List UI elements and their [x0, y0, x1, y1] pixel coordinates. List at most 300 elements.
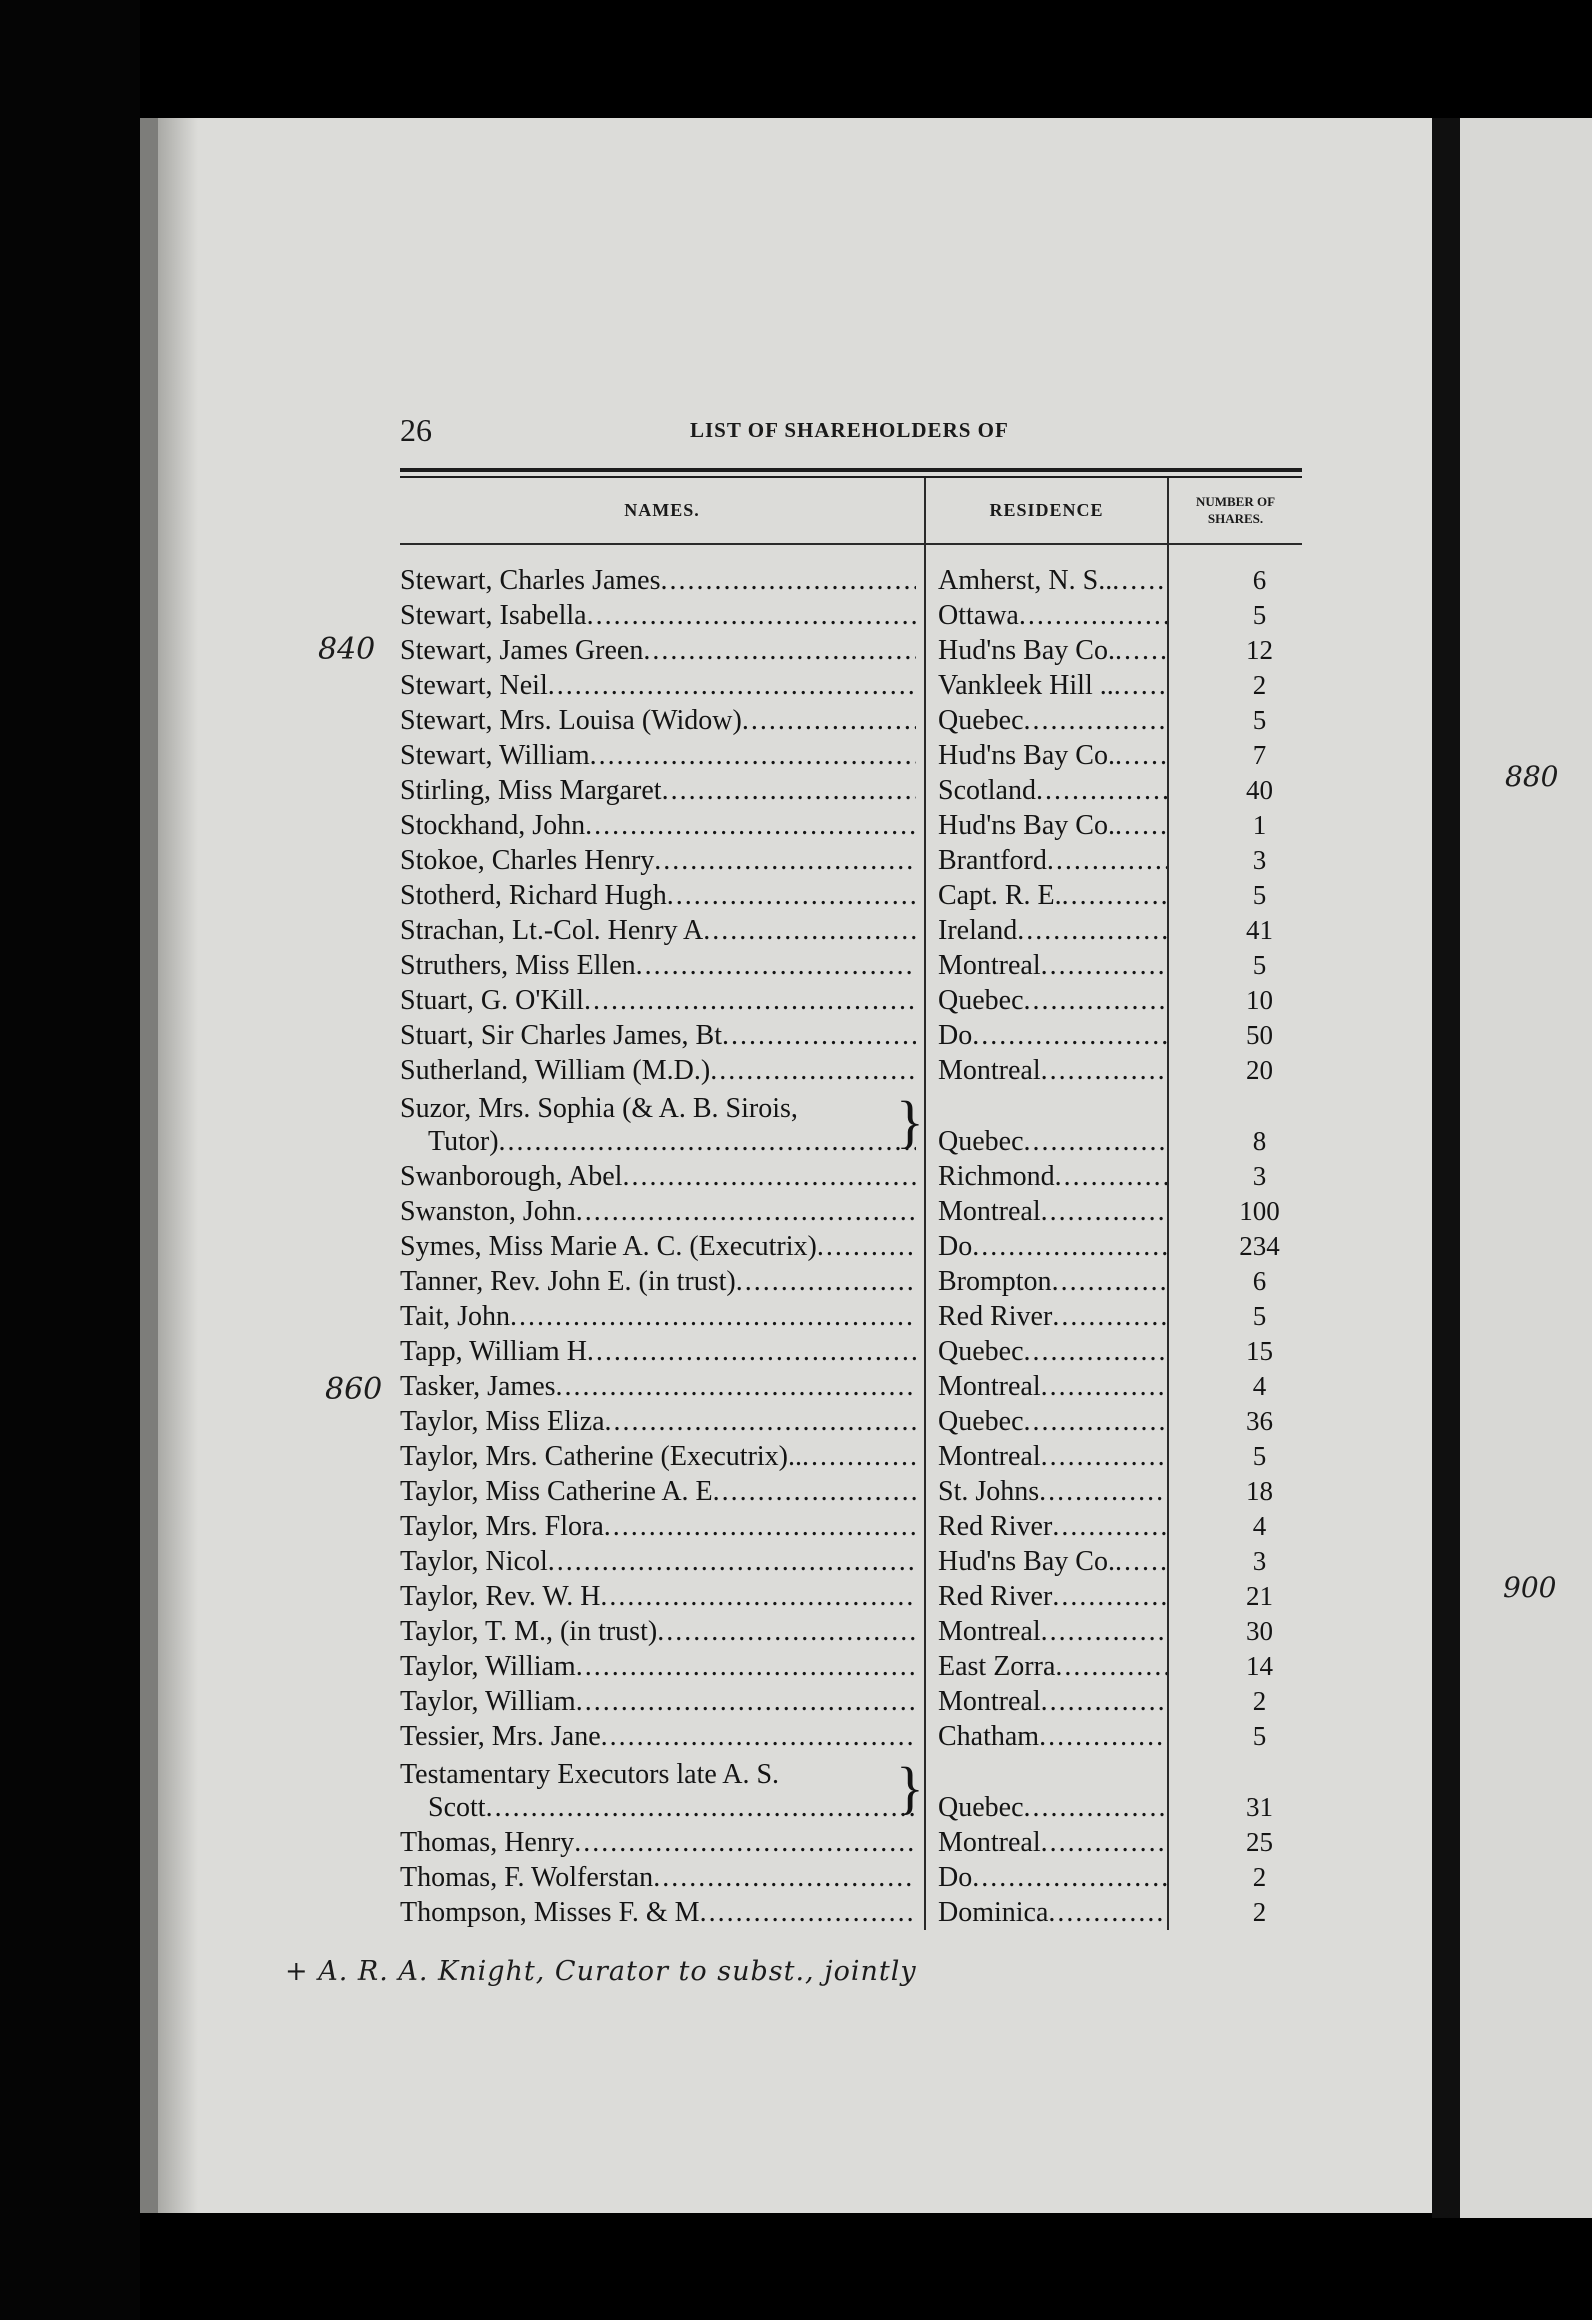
leader-dots	[710, 1054, 916, 1087]
shareholder-name: Symes, Miss Marie A. C. (Executrix)	[400, 1231, 817, 1262]
leader-dots	[548, 1545, 916, 1578]
residence-cell	[924, 1230, 1167, 1263]
table-row	[400, 877, 1302, 912]
shares-cell: 6	[1252, 565, 1267, 595]
table-row	[400, 1578, 1302, 1613]
shares-cell: 50	[1246, 1020, 1273, 1050]
shareholder-name-cell	[400, 1545, 924, 1578]
residence-cell	[924, 1195, 1167, 1228]
leader-dots	[972, 1230, 1167, 1263]
residence-cell	[924, 984, 1167, 1017]
leader-dots	[590, 739, 916, 772]
shareholder-name: Taylor, William	[400, 1651, 576, 1682]
residence-cell	[924, 1861, 1167, 1894]
shares-cell: 5	[1252, 1301, 1267, 1331]
leader-dots	[1047, 844, 1167, 877]
leader-dots	[1115, 739, 1167, 772]
shareholder-name-cell	[400, 1195, 924, 1228]
shares-cell: 5	[1252, 1441, 1267, 1471]
residence-cell	[924, 599, 1167, 632]
shares-cell: 25	[1246, 1827, 1273, 1857]
leader-dots	[1024, 984, 1167, 1017]
shareholder-name: Taylor, Mrs. Catherine (Executrix)..	[400, 1441, 803, 1472]
shareholder-name-cell	[400, 984, 924, 1017]
shareholder-name: Taylor, T. M., (in trust)	[400, 1616, 658, 1647]
leader-dots	[662, 774, 916, 807]
residence-cell	[924, 739, 1167, 772]
table-row	[400, 1508, 1302, 1543]
leader-dots	[605, 1405, 916, 1438]
margin-note-860: 860	[325, 1372, 383, 1407]
shares-cell: 1	[1252, 810, 1267, 840]
residence-cell	[924, 1300, 1167, 1333]
shareholder-name: Tasker, James	[400, 1371, 556, 1402]
shares-cell: 15	[1246, 1336, 1273, 1366]
shares-cell: 31	[1246, 1792, 1273, 1822]
leader-dots	[1115, 1545, 1167, 1578]
leader-dots	[1062, 879, 1167, 912]
shareholder-name: Strachan, Lt.-Col. Henry A	[400, 915, 704, 946]
column-header-shares	[1169, 478, 1302, 542]
shareholder-name-cell	[400, 739, 924, 772]
running-title: LIST OF SHAREHOLDERS OF	[690, 418, 1009, 442]
leader-dots	[1055, 1160, 1167, 1193]
shareholder-name-cell	[400, 599, 924, 632]
leader-dots	[587, 599, 916, 632]
leader-dots	[548, 669, 916, 702]
shareholder-name-cell	[400, 1826, 924, 1859]
leader-dots	[700, 1896, 916, 1929]
table-row	[400, 1052, 1302, 1087]
leader-dots	[556, 1370, 916, 1403]
residence-cell	[924, 1054, 1167, 1087]
table-row	[400, 1403, 1302, 1438]
residence-value: Ireland	[938, 915, 1018, 946]
leader-dots	[499, 1125, 916, 1158]
residence-cell	[924, 1370, 1167, 1403]
table-row	[400, 1263, 1302, 1298]
shareholder-name-cell	[400, 879, 924, 912]
leader-dots	[742, 704, 916, 737]
shareholder-name-cell	[400, 1685, 924, 1718]
shares-cell: 5	[1252, 705, 1267, 735]
table-row	[400, 597, 1302, 632]
shareholder-name: Thomas, F. Wolferstan	[400, 1862, 654, 1893]
shareholder-name-cell	[400, 774, 924, 807]
residence-cell	[924, 1405, 1167, 1438]
table-row	[400, 1298, 1302, 1333]
residence-value: Quebec	[938, 1126, 1024, 1157]
residence-value: Do	[938, 1862, 973, 1893]
residence-cell	[924, 1615, 1167, 1648]
residence-cell	[924, 1335, 1167, 1368]
leader-dots	[1115, 634, 1167, 667]
shareholder-name: Stewart, Mrs. Louisa (Widow)	[400, 705, 742, 736]
table-row	[400, 737, 1302, 772]
table-row	[400, 982, 1302, 1017]
shareholder-name-cell	[400, 704, 924, 737]
column-header-names: NAMES.	[624, 499, 700, 520]
leader-dots	[802, 1440, 916, 1473]
leader-dots	[1041, 1370, 1167, 1403]
residence-value: Montreal	[938, 1055, 1041, 1086]
residence-value: Brantford	[938, 845, 1047, 876]
table-row	[400, 1859, 1302, 1894]
residence-value: Montreal	[938, 1371, 1041, 1402]
shareholder-name: Stirling, Miss Margaret	[400, 775, 662, 806]
leader-dots	[661, 564, 917, 597]
shareholder-name: Taylor, Nicol	[400, 1546, 548, 1577]
leader-dots	[657, 1615, 916, 1648]
residence-value: Montreal	[938, 1196, 1041, 1227]
margin-note-900: 900	[1503, 1571, 1557, 1604]
page-gutter-shadow	[158, 118, 198, 2213]
table-row	[400, 1648, 1302, 1683]
shareholder-name-cell	[400, 1580, 924, 1613]
shares-cell: 2	[1252, 1862, 1267, 1892]
scan-left-margin	[0, 0, 140, 2320]
table-row	[400, 632, 1302, 667]
shareholder-name: Tanner, Rev. John E. (in trust)	[400, 1266, 736, 1297]
leader-dots	[1036, 774, 1167, 807]
shares-cell: 36	[1246, 1406, 1273, 1436]
table-row	[400, 807, 1302, 842]
table-row	[400, 1894, 1302, 1929]
residence-cell	[924, 1826, 1167, 1859]
shareholder-name-cell	[400, 1896, 924, 1929]
two-line-name	[400, 1758, 916, 1824]
shares-cell: 12	[1246, 635, 1273, 665]
shareholder-name: Stewart, Neil	[400, 670, 548, 701]
leader-dots	[713, 1475, 916, 1508]
table-row	[400, 1158, 1302, 1193]
leader-dots	[1024, 704, 1167, 737]
residence-cell	[924, 1019, 1167, 1052]
shares-cell: 3	[1252, 1161, 1267, 1191]
table-row	[400, 667, 1302, 702]
leader-dots	[1115, 809, 1167, 842]
shareholder-name-continued: Tutor)	[428, 1126, 499, 1157]
shareholder-name: Stokoe, Charles Henry	[400, 845, 655, 876]
two-line-name	[400, 1092, 916, 1158]
table-row	[400, 947, 1302, 982]
leader-dots	[1024, 1335, 1167, 1368]
shareholder-name-cell	[400, 809, 924, 842]
residence-value: Quebec	[938, 1406, 1024, 1437]
residence-value: Quebec	[938, 985, 1024, 1016]
column-header-residence: RESIDENCE	[989, 499, 1104, 520]
residence-cell	[924, 914, 1167, 947]
leader-dots	[486, 1791, 916, 1824]
residence-value: Montreal	[938, 1616, 1041, 1647]
leader-dots	[636, 949, 916, 982]
leader-dots	[600, 1580, 916, 1613]
shareholder-name-cell	[400, 1230, 924, 1263]
shareholder-name: Stockhand, John	[400, 810, 586, 841]
table-row	[400, 1753, 1302, 1824]
residence-cell	[924, 1896, 1167, 1929]
leader-dots	[703, 914, 916, 947]
shareholder-table	[400, 562, 1302, 1929]
leader-dots	[817, 1230, 916, 1263]
shares-cell: 7	[1252, 740, 1267, 770]
shares-header-line2: SHARES.	[1207, 511, 1264, 526]
shareholder-name-cell	[400, 1615, 924, 1648]
shareholder-name: Suzor, Mrs. Sophia (& A. B. Sirois,	[400, 1093, 798, 1124]
residence-value: Hud'ns Bay Co.	[938, 810, 1115, 841]
residence-cell	[924, 1650, 1167, 1683]
table-row	[400, 1333, 1302, 1368]
leader-dots	[1114, 669, 1167, 702]
leader-dots	[587, 1335, 916, 1368]
page-number: 26	[400, 412, 432, 448]
shareholder-name: Stuart, Sir Charles James, Bt	[400, 1020, 722, 1051]
residence-value: Hud'ns Bay Co.	[938, 635, 1115, 666]
leader-dots	[972, 1861, 1167, 1894]
leader-dots	[1017, 914, 1167, 947]
residence-cell	[924, 949, 1167, 982]
leader-dots	[576, 1195, 916, 1228]
shareholder-name-cell	[400, 1861, 924, 1894]
residence-value: Chatham	[938, 1721, 1040, 1752]
shares-cell: 6	[1252, 1266, 1267, 1296]
residence-cell	[924, 809, 1167, 842]
leader-dots	[576, 1685, 916, 1718]
residence-value: Montreal	[938, 1441, 1041, 1472]
leader-dots	[1055, 1650, 1167, 1683]
shares-cell: 3	[1252, 1546, 1267, 1576]
leader-dots	[1052, 1580, 1167, 1613]
shareholder-name-cell	[400, 949, 924, 982]
residence-cell	[924, 1265, 1167, 1298]
leader-dots	[1041, 1054, 1167, 1087]
leader-dots	[667, 879, 916, 912]
residence-value: Quebec	[938, 1792, 1024, 1823]
table-row	[400, 1193, 1302, 1228]
shareholder-name: Sutherland, William (M.D.)	[400, 1055, 711, 1086]
shareholder-name-cell	[400, 1720, 924, 1753]
shareholder-name-cell	[400, 844, 924, 877]
residence-cell	[924, 1440, 1167, 1473]
residence-value: Richmond	[938, 1161, 1055, 1192]
handwritten-footnote: + A. R. A. Knight, Curator to subst., jointly	[285, 1956, 917, 1987]
shareholder-name-cell	[400, 1440, 924, 1473]
residence-value: Red River	[938, 1511, 1053, 1542]
leader-dots	[510, 1300, 916, 1333]
table-row	[400, 1438, 1302, 1473]
shares-cell: 5	[1252, 1721, 1267, 1751]
table-row	[400, 1718, 1302, 1753]
shares-header-line1: NUMBER OF	[1195, 494, 1276, 509]
table-row	[400, 562, 1302, 597]
residence-value: Montreal	[938, 1686, 1041, 1717]
page-header	[400, 412, 1280, 452]
shares-cell: 4	[1252, 1511, 1267, 1541]
leader-dots	[972, 1019, 1167, 1052]
residence-value: Quebec	[938, 1336, 1024, 1367]
leader-dots	[1024, 1791, 1167, 1824]
shareholder-name: Stewart, James Green	[400, 635, 644, 666]
leader-dots	[585, 809, 916, 842]
shareholder-name-cell	[400, 1755, 924, 1824]
leader-dots	[1052, 1300, 1167, 1333]
shareholder-name-cell	[400, 1475, 924, 1508]
leader-dots	[1019, 599, 1167, 632]
residence-value: Hud'ns Bay Co.	[938, 740, 1115, 771]
shareholder-name: Taylor, Mrs. Flora	[400, 1511, 604, 1542]
residence-value: Montreal	[938, 1827, 1041, 1858]
shares-cell: 5	[1252, 950, 1267, 980]
leader-dots	[622, 1160, 916, 1193]
leader-dots	[574, 1826, 916, 1859]
shares-cell: 100	[1239, 1196, 1280, 1226]
shares-cell: 8	[1252, 1126, 1267, 1156]
shareholder-name: Tessier, Mrs. Jane	[400, 1721, 601, 1752]
residence-cell	[924, 1791, 1167, 1824]
leader-dots	[1039, 1475, 1167, 1508]
table-row	[400, 1613, 1302, 1648]
page-gap	[1432, 118, 1460, 2218]
shares-cell: 5	[1252, 880, 1267, 910]
table-row	[400, 842, 1302, 877]
table-row	[400, 772, 1302, 807]
residence-value: Ottawa	[938, 600, 1019, 631]
shareholder-name: Tapp, William H	[400, 1336, 587, 1367]
shares-cell: 10	[1246, 985, 1273, 1015]
shares-cell: 2	[1252, 1686, 1267, 1716]
leader-dots	[1041, 1440, 1167, 1473]
leader-dots	[643, 634, 916, 667]
leader-dots	[722, 1019, 916, 1052]
adjacent-page-edge	[1460, 118, 1592, 2218]
shares-cell: 234	[1239, 1231, 1280, 1261]
residence-cell	[924, 1510, 1167, 1543]
shareholder-name: Taylor, Rev. W. H	[400, 1581, 601, 1612]
residence-value: Quebec	[938, 705, 1024, 736]
shareholder-name: Stuart, G. O'Kill	[400, 985, 584, 1016]
leader-dots	[1052, 1265, 1167, 1298]
table-row	[400, 1368, 1302, 1403]
shareholder-name-cell	[400, 1335, 924, 1368]
bracket-glyph: }	[896, 1089, 924, 1154]
shares-cell: 3	[1252, 845, 1267, 875]
residence-value: Red River	[938, 1301, 1053, 1332]
shareholder-name-cell	[400, 634, 924, 667]
shareholder-name: Stewart, William	[400, 740, 590, 771]
leader-dots	[1041, 1685, 1167, 1718]
shares-cell: 4	[1252, 1371, 1267, 1401]
leader-dots	[584, 984, 916, 1017]
residence-value: Hud'ns Bay Co.	[938, 1546, 1115, 1577]
table-row	[400, 1543, 1302, 1578]
shareholder-name: Stewart, Isabella	[400, 600, 587, 631]
shareholder-name-cell	[400, 1510, 924, 1543]
shareholder-name: Stewart, Charles James	[400, 565, 661, 596]
residence-cell	[924, 1720, 1167, 1753]
residence-value: Scotland	[938, 775, 1036, 806]
bracket-glyph: }	[896, 1755, 924, 1820]
shareholder-name: Struthers, Miss Ellen	[400, 950, 636, 981]
residence-value: Capt. R. E.	[938, 880, 1062, 911]
residence-value: Montreal	[938, 950, 1041, 981]
table-row	[400, 1683, 1302, 1718]
shareholder-name: Testamentary Executors late A. S.	[400, 1759, 780, 1790]
residence-value: Do	[938, 1020, 973, 1051]
residence-cell	[924, 669, 1167, 702]
shareholder-name-cell	[400, 1370, 924, 1403]
leader-dots	[1024, 1125, 1167, 1158]
table-row	[400, 912, 1302, 947]
shareholder-name-continued: Scott	[428, 1792, 486, 1823]
residence-value: Amherst, N. S..	[938, 565, 1113, 596]
table-row	[400, 1473, 1302, 1508]
leader-dots	[1024, 1405, 1167, 1438]
residence-value: Brompton	[938, 1266, 1052, 1297]
residence-cell	[924, 1125, 1167, 1158]
leader-dots	[1052, 1510, 1167, 1543]
shares-cell: 41	[1246, 915, 1273, 945]
shares-cell: 5	[1252, 600, 1267, 630]
shareholder-name-cell	[400, 1089, 924, 1158]
leader-dots	[601, 1720, 916, 1753]
shareholder-name-cell	[400, 914, 924, 947]
shareholder-name-cell	[400, 1265, 924, 1298]
leader-dots	[654, 844, 916, 877]
shareholder-name-cell	[400, 564, 924, 597]
shares-cell: 14	[1246, 1651, 1273, 1681]
shareholder-name: Thomas, Henry	[400, 1827, 575, 1858]
residence-value: Dominica	[938, 1897, 1049, 1928]
shareholder-name-cell	[400, 1160, 924, 1193]
leader-dots	[1041, 949, 1167, 982]
shares-cell: 30	[1246, 1616, 1273, 1646]
leader-dots	[1041, 1615, 1167, 1648]
leader-dots	[604, 1510, 916, 1543]
shares-cell: 21	[1246, 1581, 1273, 1611]
shareholder-name: Taylor, Miss Eliza	[400, 1406, 605, 1437]
header-rule-thick	[400, 468, 1302, 472]
shareholder-name: Stotherd, Richard Hugh	[400, 880, 667, 911]
leader-dots	[736, 1265, 916, 1298]
residence-cell	[924, 844, 1167, 877]
residence-cell	[924, 774, 1167, 807]
leader-dots	[1041, 1826, 1167, 1859]
residence-cell	[924, 704, 1167, 737]
margin-note-840: 840	[318, 632, 376, 667]
shareholder-name-cell	[400, 669, 924, 702]
shareholder-name: Swanborough, Abel	[400, 1161, 623, 1192]
shareholder-name: Swanston, John	[400, 1196, 576, 1227]
table-row	[400, 1087, 1302, 1158]
residence-value: Red River	[938, 1581, 1053, 1612]
residence-cell	[924, 1580, 1167, 1613]
shares-cell: 18	[1246, 1476, 1273, 1506]
shareholder-name-cell	[400, 1650, 924, 1683]
shareholder-name-cell	[400, 1054, 924, 1087]
leader-dots	[1048, 1896, 1167, 1929]
shares-cell: 2	[1252, 1897, 1267, 1927]
residence-cell	[924, 1160, 1167, 1193]
shareholder-name: Taylor, William	[400, 1686, 576, 1717]
shares-cell: 20	[1246, 1055, 1273, 1085]
residence-value: East Zorra	[938, 1651, 1056, 1682]
leader-dots	[576, 1650, 916, 1683]
table-row	[400, 1824, 1302, 1859]
shareholder-name: Taylor, Miss Catherine A. E	[400, 1476, 713, 1507]
table-row	[400, 1017, 1302, 1052]
residence-cell	[924, 564, 1167, 597]
leader-dots	[653, 1861, 916, 1894]
